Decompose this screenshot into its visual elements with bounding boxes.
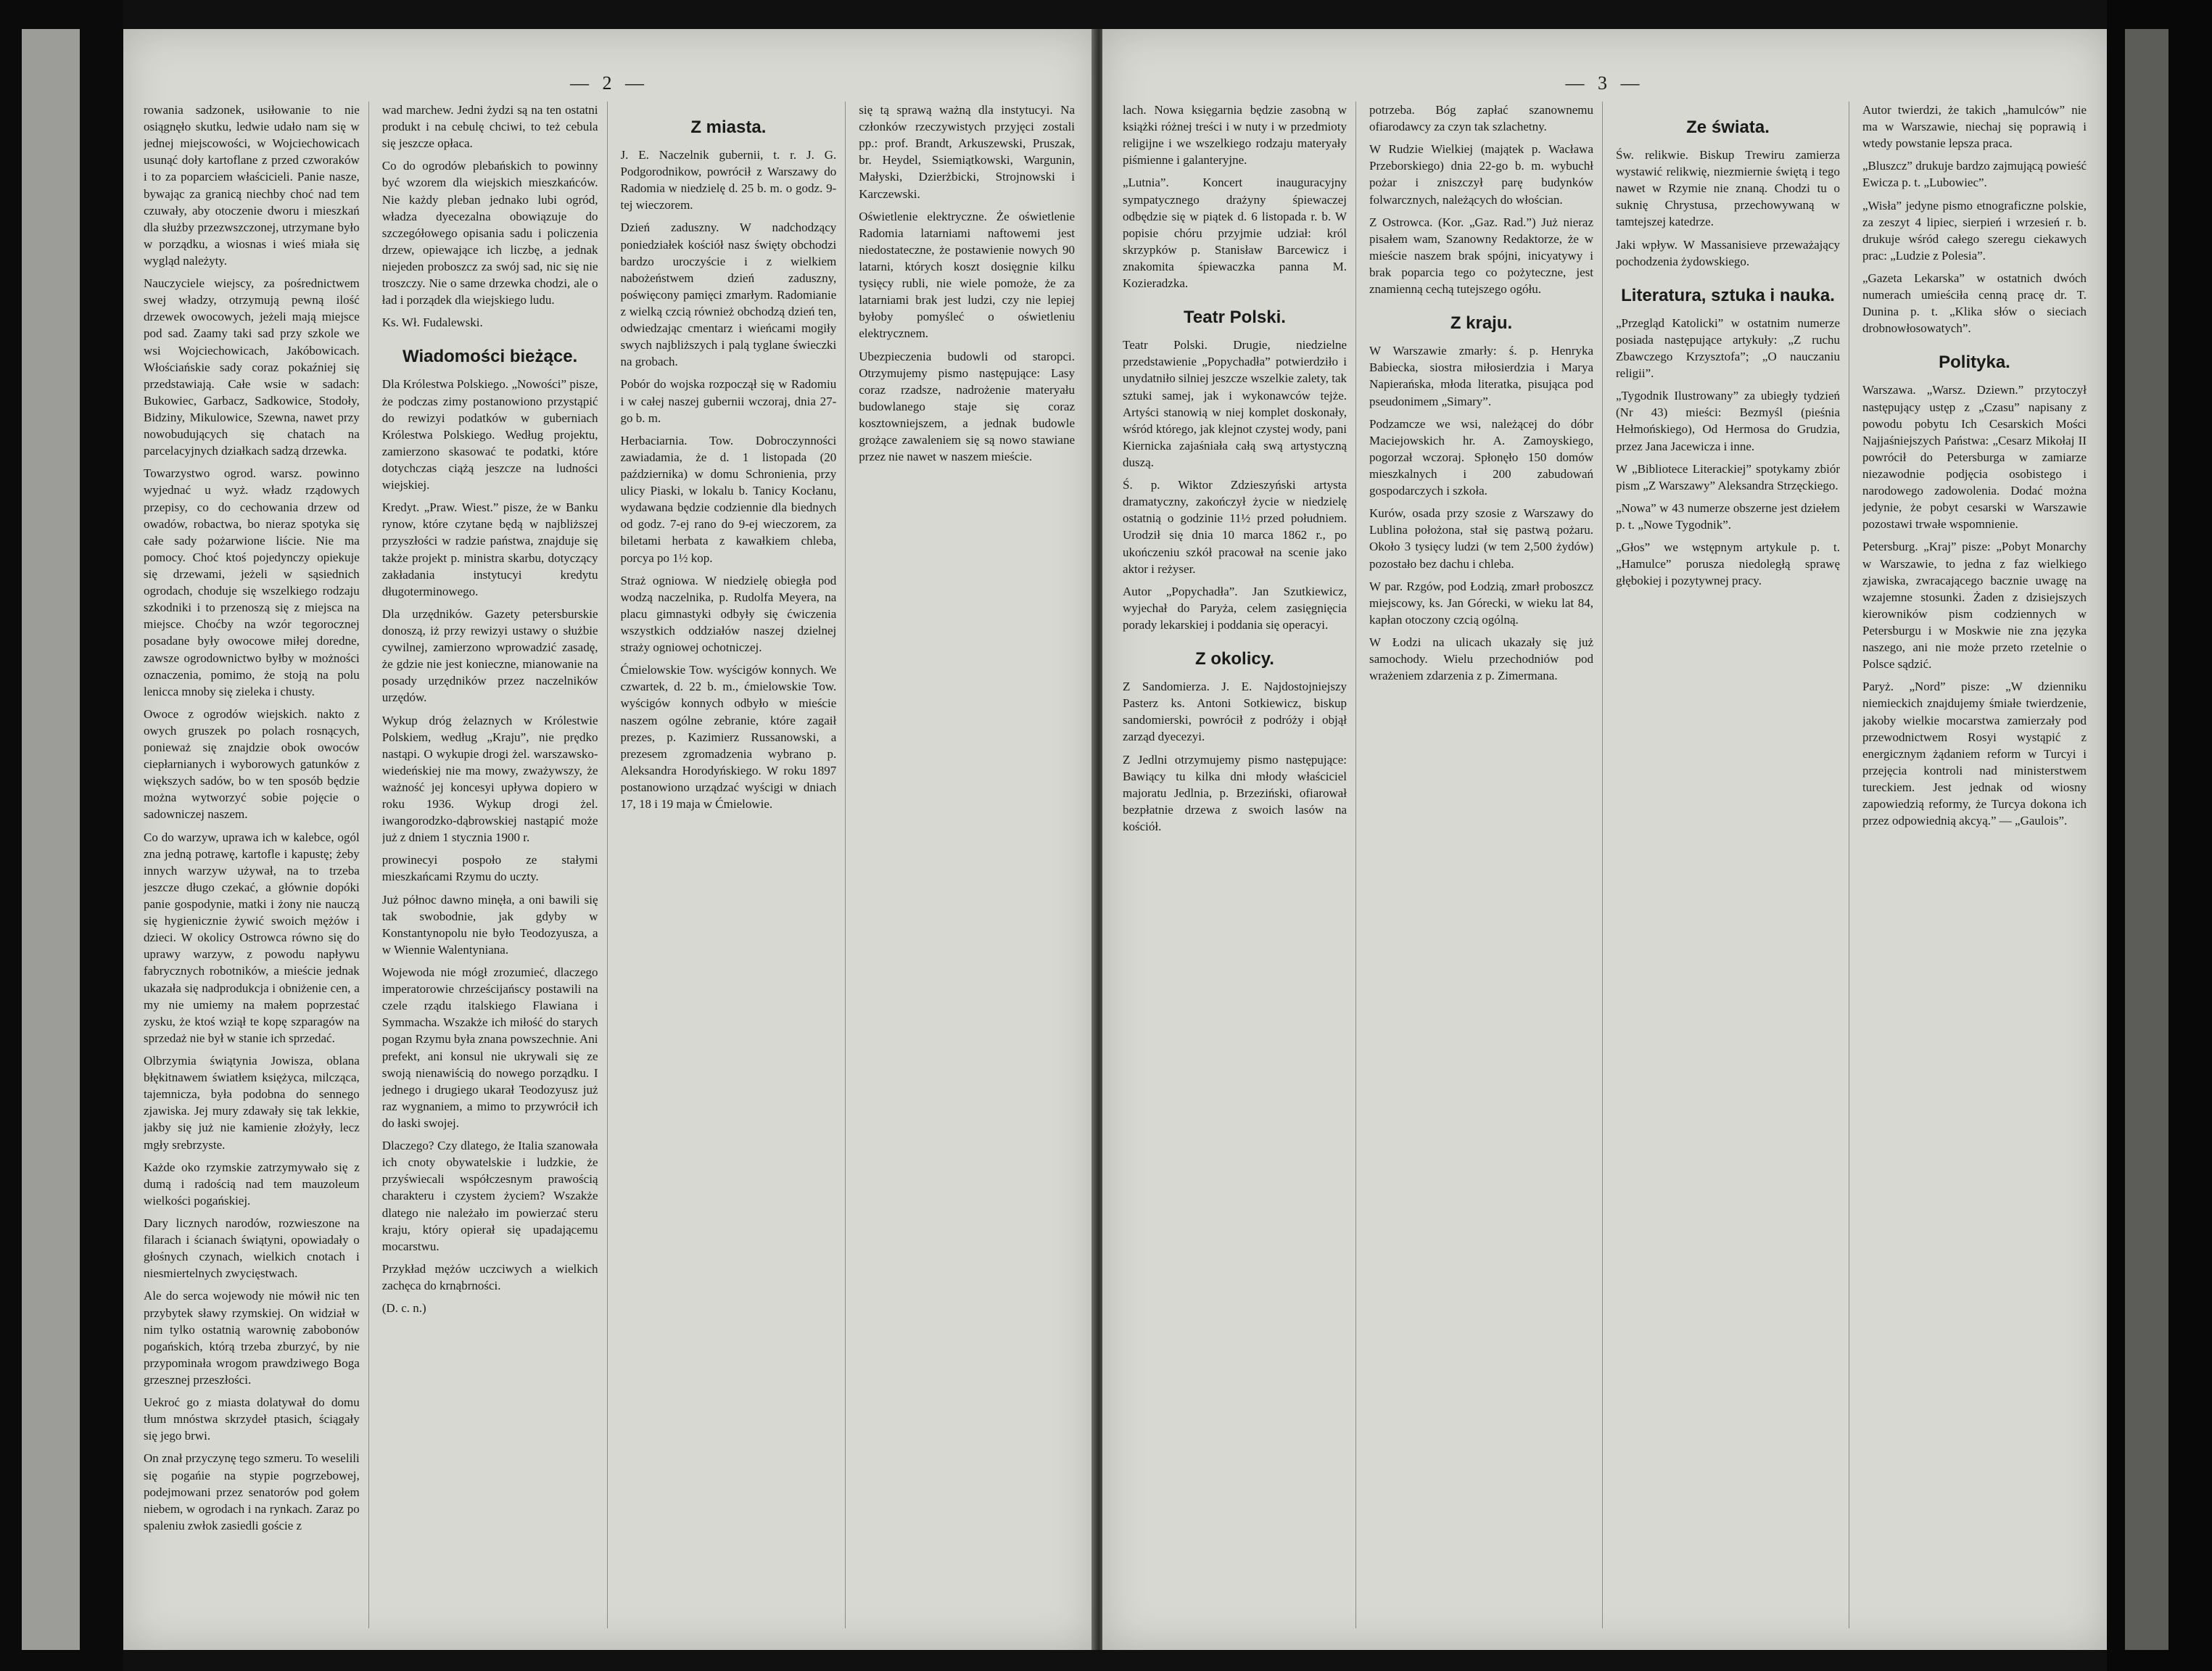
left-newspaper-page: [123, 29, 1095, 1650]
article-paragraph: Już północ dawno minęła, a oni bawili się tak swobodnie, jak gdyby w Konstantynopolu nie było Teodozyusza, a w Wiennie Walentyniana.: [381, 892, 598, 957]
article-paragraph: W „Bibliotece Literackiej” spotykamy zbiór pism „Z Warszawy” Aleksandra Strzęckiego.: [1616, 461, 1840, 492]
article-paragraph: Oświetlenie elektryczne. Że oświetlenie Radomia latarniami naftowemi jest niedostateczne, że postawienie nowych 90 latarni, których koszt dosięgnie kilku tysięcy rubli, nie wiele pomoże, że za latarniami brak jest ludzi, czy nie lepiej byłoby pomyśleć o oświetleniu elektrycznem.: [859, 209, 1075, 341]
newspaper-column: [144, 102, 369, 1628]
newspaper-column: [859, 102, 1075, 1628]
next-page-edge: [2125, 29, 2168, 1650]
article-paragraph: Wojewoda nie mógł zrozumieć, dlaczego imperatorowie chrześcijańscy postawili na czele rządu italskiego Flawiana i Symmacha. Wszakże ich miłość do starych pogan Rzymu była znana powszechnie. Ani prefekt, ani konsul nie ukrywali się ze swoją nienawiścią do nowego porządku. I jednego i drugiego ukarał Teodozyusz już raz wygnaniem, a mimo to przywrócił ich do łaski swojej.: [381, 965, 598, 1131]
article-paragraph: Dla Królestwa Polskiego. „Nowości” pisze, że podczas zimy postanowiono przystąpić do rewizyi podatków w guberniach Królestwa Polskiego. Według projektu, zamierzono skasować te podatki, które dotychczas ciążą jeszcze na ludności wiejskiej.: [381, 377, 598, 492]
article-paragraph: rowania sadzonek, usiłowanie to nie osiągnęło skutku, ledwie udało nam się w jednej miejscowości, w Wojciechowicach usunąć doły kartoflane z przed czworaków i to za poparciem właścicieli. Panie nasze, bywając za granicą niechby choć nad tem czuwały, aby otoczenie dworu i mieszkań dla służby przezwszczonej, utrzymane było w porządku, a wiosnas i wieś miała się wygląd należyty.: [144, 103, 360, 268]
article-paragraph: „Lutnia”. Koncert inauguracyjny sympatycznego drażyny śpiewaczej odbędzie się w piątek d. 6 listopada r. b. W popisie chóru przyjmie udział: król skrzypków p. Stanisław Barcewicz i znakomita śpiewaczka panna M. Kozieradzka.: [1123, 176, 1347, 291]
article-paragraph: „Nowa” w 43 numerze obszerne jest dziełem p. t. „Nowe Tygodnik”.: [1616, 500, 1840, 532]
section-heading: Teatr Polski.: [1184, 308, 1286, 328]
article-paragraph: Teatr Polski. Drugie, niedzielne przedstawienie „Popychadła” potwierdziło i unydatniło silniej jeszcze wszelkie zalety, tak sztuki samej, jak i wykonawców tejże. Artyści stanowią w niej komplet doskonały, wśród którego, jak klejnot czystej wody, pani Kiernicka zajaśniała całą swą artystyczną duszą.: [1123, 338, 1347, 469]
newspaper-column: [1123, 102, 1356, 1628]
article-paragraph: „Przegląd Katolicki” w ostatnim numerze posiada następujące artykuły: „Z ruchu Zbawczego Krzysztofa”; „O nauczaniu religii”.: [1616, 315, 1840, 381]
section-heading: Wiadomości bieżące.: [403, 347, 578, 367]
article-paragraph: Św. relikwie. Biskup Trewiru zamierza wystawić relikwię, niezmiernie świętą i tego nawet w Rzymie nie znaną. Chodzi tu o suknię Chrystusa, przechowywaną w tamtejszej katedrze.: [1616, 148, 1840, 229]
previous-page-edge: [22, 29, 80, 1650]
right-dark-margin: [2107, 0, 2212, 1671]
article-paragraph: potrzeba. Bóg zapłać szanownemu ofiarodawcy za czyn tak szlachetny.: [1369, 103, 1593, 134]
article-paragraph: Z Jedlni otrzymujemy pismo następujące: Bawiący tu kilka dni młody właściciel majoratu Jedlnia, p. Brzeziński, ofiarował bezpłatnie drzewa z swoich lasów na kościół.: [1123, 752, 1347, 833]
article-paragraph: Paryż. „Nord” pisze: „W dzienniku niemieckich znajdujemy śmiałe twierdzenie, jakoby wielkie mocarstwa zamierzały pod przewodnictwem Rosyi wystąpić z energicznym żądaniem reform w Turcyi i przejęcia kontroli nad ministerstwem tureckiem. Jest jednak od wiosny zapowiedzią reformy, że Turcya dokona ich przez odpowiednią akcyą.” — „Gaulois”.: [1862, 680, 2087, 828]
article-paragraph: „Bluszcz” drukuje bardzo zajmującą powieść Ewicza p. t. „Lubowiec”.: [1862, 159, 2087, 190]
article-paragraph: J. E. Naczelnik gubernii, t. r. J. G. Podgorodnikow, powrócił z Warszawy do Radomia w niedzielę d. 25 b. m. o godz. 9-tej wieczorem.: [620, 148, 837, 213]
article-paragraph: On znał przyczynę tego szmeru. To weselili się pogańie na stypie pogrzebowej, podejmowani przez senatorów pod gołem niebem, w ogrodach i na rynkach. Zaraz po spaleniu zwłok zasiedli goście z: [144, 1451, 360, 1532]
article-paragraph: Co do warzyw, uprawa ich w kalebce, ogól zna jedną potrawę, kartofle i kapustę; żeby innych warzyw używał, na to trzeba jeszcze długo czekać, a głównie dopóki panie gospodynie, matki i żony nie nauczą się hygienicznie żywić swoich mężów i dzieci. W okolicy Ostrowca równo się do uprawy warzyw, z powodu napływu fabrycznych robotników, a mieście jednak ukazała się nadprodukcja i obniżenie cen, a my nie umiemy na małem poprzestać zysku, że ktoś wziął te kopę szparagów na sprzedaż nie był w stanie ich sprzedać.: [144, 830, 360, 1045]
article-paragraph: wad marchew. Jedni żydzi są na ten ostatni produkt i na cebulę chciwi, to też cebula się jeszcze opłaca.: [381, 103, 598, 151]
right-newspaper-page: [1102, 29, 2107, 1650]
article-paragraph: Dlaczego? Czy dlatego, że Italia szanowała ich cnoty obywatelskie i ludzkie, że przyświecali współczesnym prawością charakteru i czystem życiem? Wszakże dlatego nie należało im powierzać steru kraju, który opierał się upadającemu mocarstwu.: [381, 1139, 598, 1253]
article-paragraph: W Rudzie Wielkiej (majątek p. Wacława Przeborskiego) dnia 22-go b. m. wybuchł pożar i zniszczył parę budynków folwarcznych, należących do włościan.: [1369, 142, 1593, 207]
article-paragraph: Co do ogrodów plebańskich to powinny być wzorem dla wiejskich mieszkańców. Nie każdy pleban jednako lubi ogród, władza dyecezalna obowiązuje do szczegółowego opisania sadu i policzenia drzew, opiewające ich liczbę, a jednak niejeden proboszcz za swój sad, nic się nie troszczy. Nie o same drzewka chodzi, ale o ład i porządek dla wiejskiego ludu.: [381, 159, 598, 308]
article-paragraph: Petersburg. „Kraj” pisze: „Pobyt Monarchy w Warszawie, to jedna z faz wielkiego zjawiska, zwracającego bacznie uwagę na wzajemne stosunki. Żaden z dzisiejszych kierowników pism codziennych w Petersburgu i w Moskwie nie zna języka naszego, ani nie może przeto rzetelnie o Polsce sądzić.: [1862, 540, 2087, 672]
left-page-columns: [144, 102, 1075, 1628]
article-paragraph: się tą sprawą ważną dla instytucyi. Na członków rzeczywistych przyjęci zostali pp.: prof. Brandt, Arkuszewski, Pruszak, br. Heydel, Ssiemiątkowski, Wargunin, Małyski, Dzierżbicki, Strojnowski i Karczewski.: [859, 103, 1075, 201]
article-paragraph: „Tygodnik Ilustrowany” za ubiegły tydzień (Nr 43) mieści: Bezmyśl (pieśnia Hełmońskiego), Od Hermosa do Grudzia, przez Jana Jacewicza i inne.: [1616, 389, 1840, 453]
article-paragraph: prowinecyi pospoło ze stałymi mieszkańcami Rzymu do uczty.: [381, 853, 598, 884]
article-paragraph: Podzamcze we wsi, należącej do dóbr Maciejowskich hr. A. Zamoyskiego, pogorzał wczoraj. Spłonęło 150 domów mieszkalnych i 200 zabudowań gospodarczych i szkoła.: [1369, 416, 1593, 498]
article-paragraph: „Gazeta Lekarska” w ostatnich dwóch numerach umieściła cenną pracę dr. T. Dunina p. t. „Klika słów o sieciach drobnowłosowatych”.: [1862, 271, 2087, 336]
newspaper-column: [1616, 102, 1849, 1628]
article-paragraph: Ks. Wł. Fudalewski.: [381, 315, 483, 330]
right-page-columns: [1123, 102, 2087, 1628]
article-paragraph: Dla urzędników. Gazety petersburskie donoszą, iż przy rewizyi ustawy o służbie cywilnej, zamierzono wprowadzić zasadę, że gdzie nie jest konieczne, mianowanie na posady urzędników przez naczelników urzędów.: [381, 606, 598, 705]
article-paragraph: Ćmielowskie Tow. wyścigów konnych. We czwartek, d. 22 b. m., ćmielowskie Tow. wyścigów konnych odbyło w mieście naszem ogólne zebranie, które zagaił prezes, p. Kazimierz Russanowski, a prezesem zgromadzenia wybrano p. Aleksandra Horodyńskiego. W roku 1897 postanowiono urządzać wyścigi w dniach 17, 18 i 19 maja w Ćmielowie.: [620, 663, 837, 812]
article-paragraph: (D. c. n.): [381, 1301, 426, 1316]
section-heading: Literatura, sztuka i nauka.: [1621, 285, 1835, 305]
article-paragraph: Ubezpieczenia budowli od staropci. Otrzymujemy pismo następujące: Lasy coraz rzadsze, nadrożenie materyału budowlanego staje się coraz kosztowniejszem, a jednak budowle grożące zawaleniem się są nowo stawiane przez nie nawet w naszem mieście.: [859, 349, 1075, 464]
article-paragraph: lach. Nowa księgarnia będzie zasobną w książki różnej treści i w nuty i w przedmioty religijne i we wszelkiego rodzaju materyały piśmienne i galanteryjne.: [1123, 103, 1347, 168]
article-paragraph: Dary licznych narodów, rozwieszone na filarach i ścianach świątyni, opowiadały o głośnych czynach, wielkich cnotach i niesmiertelnych zwycięstwach.: [144, 1216, 360, 1281]
section-heading: Z miasta.: [690, 117, 767, 137]
article-paragraph: „Wisła” jedyne pismo etnograficzne polskie, za zeszyt 4 lipiec, sierpień i wrzesień r. b. drukuje wśród całego szeregu ciekawych prac: „Ludzie z Polesia”.: [1862, 198, 2087, 263]
article-paragraph: Kredyt. „Praw. Wiest.” pisze, że w Banku rynow, które czytane będą w najbliższej przyszłości w radzie państwa, znajduje się także projekt p. ministra skarbu, dotyczący zakładania instytucyi kredytu długoterminowego.: [381, 500, 598, 598]
section-heading: Polityka.: [1939, 352, 2010, 373]
article-paragraph: Wykup dróg żelaznych w Królestwie Polskiem, według „Kraju”, nie prędko nastąpi. O wykupie drogi żel. warszawsko-wiedeńskiej nie ma mowy, zważywszy, że ważność jej koncesyi upływa dopiero w roku 1936. Wykup drogi żel. iwangorodzko-dąbrowskiej nastąpić może już z dniem 1 stycznia 1900 r.: [381, 713, 598, 845]
article-paragraph: Towarzystwo ogrod. warsz. powinno wyjednać u wyż. władz rządowych przepisy, co do cechowania drzew od owadów, robactwa, bo nieraz spotyka się całe sady pożarwione liście. Nie ma pomocy. Choć ktoś pojedynczy opiekuje się drzewami, jeżeli w sąsiednich ogrodach, choduje się wszelkiego rodzaju szkodniki i to przenoszą się z miejsca na miejsce. Choćby na wzór tegorocznej posadane były owocowe miłej doredne, zawsze ogrodownictwo byłby w możności oznaczenia, pomimo, że stoją na polu lenicca mnoby się zieleka i chusty.: [144, 466, 360, 698]
article-paragraph: Owoce z ogrodów wiejskich. nakto z owych gruszek po polach rosnących, ponieważ się znajdzie obok owoców ciepłarnianych i wyborowych gatunków z większych sadów, bo w ten sposób będzie można wytworzyć sobie pojęcie o sadowniczej naszem.: [144, 706, 360, 822]
page-number: — 3 —: [1565, 73, 1644, 94]
newspaper-column: [382, 102, 608, 1628]
newspaper-column: [621, 102, 846, 1628]
article-paragraph: Z Sandomierza. J. E. Najdostojniejszy Pasterz ks. Antoni Sotkiewicz, biskup sandomierski, powrócił z podróży i objął zarząd dyecezyi.: [1123, 680, 1347, 744]
newspaper-column: [1369, 102, 1603, 1628]
left-dark-margin: [0, 0, 123, 1671]
article-paragraph: Autor „Popychadła”. Jan Szutkiewicz, wyjechał do Paryża, celem zasięgnięcia porady lekarskiej i poddania się operacyi.: [1123, 584, 1347, 632]
article-paragraph: Każde oko rzymskie zatrzymywało się z dumą i radością nad tem mauzoleum wielkości pogańskiej.: [144, 1160, 360, 1208]
newspaper-column: [1862, 102, 2087, 1628]
article-paragraph: Straż ogniowa. W niedzielę obiegła pod wodzą naczelnika, p. Rudolfa Meyera, na placu gimnastyki odbyły się ćwiczenia wszystkich oddziałów naszej dzielnej straży ogniowej ochotniczej.: [620, 573, 837, 655]
article-paragraph: „Głos” we wstępnym artykule p. t. „Hamulce” porusza niedoległą sprawę głębokiej i pozytywnej pracy.: [1616, 540, 1840, 588]
article-paragraph: Warszawa. „Warsz. Dziewn.” przytoczył następujący ustęp z „Czasu” napisany z powodu pobytu Ich Cesarskich Mości Najjaśniejszych Państwa: „Cesarz Mikołaj II powrócił do Petersburga w zamiarze niezawodnie podjęcia osobistego i narodowego zadowolenia. Dodać można jedynie, że pobyt cesarski w Warszawie pozostawi trwałe wspomnienie.: [1862, 383, 2087, 532]
article-paragraph: Kurów, osada przy szosie z Warszawy do Lublina położona, stał się pastwą pożaru. Około 3 tysięcy ludzi (w tem 2,500 żydów) pozostało bez dachu i chleba.: [1369, 506, 1593, 571]
article-paragraph: Przykład mężów uczciwych a wielkich zachęca do krnąbrności.: [381, 1261, 598, 1292]
article-paragraph: Ale do serca wojewody nie mówił nic ten przybytek sławy rzymskiej. On widział w nim tylko ostatnią warownię zabobonów pogańskich, którą trzeba zburzyć, by nie przypominała wrogom prawdziwego Boga grzesznej przeszłości.: [144, 1289, 360, 1387]
article-paragraph: Olbrzymia świątynia Jowisza, oblana błękitnawem światłem księżyca, milcząca, tajemnicza, była podobna do sennego zjawiska. Jej mury zdawały się tak lekkie, jakby się już nie kamienie złożyły, lecz mgły srebrzyste.: [144, 1054, 360, 1152]
section-heading: Z kraju.: [1450, 313, 1513, 334]
article-paragraph: Z Ostrowca. (Kor. „Gaz. Rad.”) Już nieraz pisałem wam, Szanowny Redaktorze, że w mieście naszem brak spójni, inicyatywy i brak poparcia tego co pożyteczne, jest znamienną cechą tutejszego ogółu.: [1369, 215, 1593, 297]
article-paragraph: Herbaciarnia. Tow. Dobroczynności zawiadamia, że d. 1 listopada (20 października) w domu Schronienia, przy ulicy Piaski, w lokalu b. Tanicy Kocłanu, wydawana będzie codziennie dla biednych od godz. 7-ej rano do 9-ej wieczorem, za biletami herbata z kawałkiem chleba, porcya po 1½ kop.: [620, 433, 837, 565]
section-heading: Ze świata.: [1686, 117, 1770, 137]
article-paragraph: Ś. p. Wiktor Zdzieszyński artysta dramatyczny, zakończył życie w niedzielę ostatnią o godzinie 11½ przed południem. Urodził się dnia 10 marca 1862 r., po ukończeniu szkół pracował na scenie jako aktor i reżyser.: [1123, 478, 1347, 576]
article-paragraph: Autor twierdzi, że takich „hamulców” nie ma w Warszawie, niechaj się poprawią i wtedy powstanie lepsza praca.: [1862, 103, 2087, 151]
article-paragraph: Jaki wpływ. W Massanisieve przeważający pochodzenia żydowskiego.: [1616, 237, 1840, 268]
article-paragraph: W Łodzi na ulicach ukazały się już samochody. Wielu przechodniów pod wrażeniem zdarzenia z p. Zimermana.: [1369, 635, 1593, 683]
article-paragraph: W Warszawie zmarły: ś. p. Henryka Babiecka, siostra miłosierdzia i Marya Napierańska, młoda literatka, pisująca pod pseudonimem „Simary”.: [1369, 344, 1593, 408]
article-paragraph: Dzień zaduszny. W nadchodzący poniedziałek kościół nasz święty obchodzi bardzo uroczyście i z wielkiem nabożeństwem dzień zaduszny, poświęcony pamięci zmarłym. Radomianie z wielką czcią również obchodzą dzień ten, odwiedzając cmentarz i wieńcami mogiły swych najbliższych i palą tyglane świeczki na grobach.: [620, 220, 837, 369]
page-number: — 2 —: [570, 73, 648, 94]
section-heading: Z okolicy.: [1195, 649, 1274, 669]
article-paragraph: Nauczyciele wiejscy, za pośrednictwem swej władzy, otrzymują pewną ilość drzewek owocowych, jeżeli mają miejsce pod sad. Zaamy taki sad przy szkole we wsi Wojciechowicach, Jakóbowicach. Włościańskie sady coraz pokaźniej się przedstawiają. Całe wsie w sadach: Bukowiec, Garbacz, Sadkowice, Stodoły, Bidziny, Mikulowice, Szewna, nawet przy nowobudujących się chatach na parcelacyjnych działkach sadzą drzewka.: [144, 276, 360, 458]
article-paragraph: Uekroć go z miasta dolatywał do domu tłum mnóstwa skrzydeł ptasich, ściągały się jego brwi.: [144, 1395, 360, 1443]
article-paragraph: W par. Rzgów, pod Łodzią, zmarł proboszcz miejscowy, ks. Jan Górecki, w wieku lat 84, kapłan otoczony czcią ogólną.: [1369, 579, 1593, 627]
article-paragraph: Pobór do wojska rozpoczął się w Radomiu i w całej naszej gubernii wczoraj, dnia 27-go b. m.: [620, 377, 837, 425]
